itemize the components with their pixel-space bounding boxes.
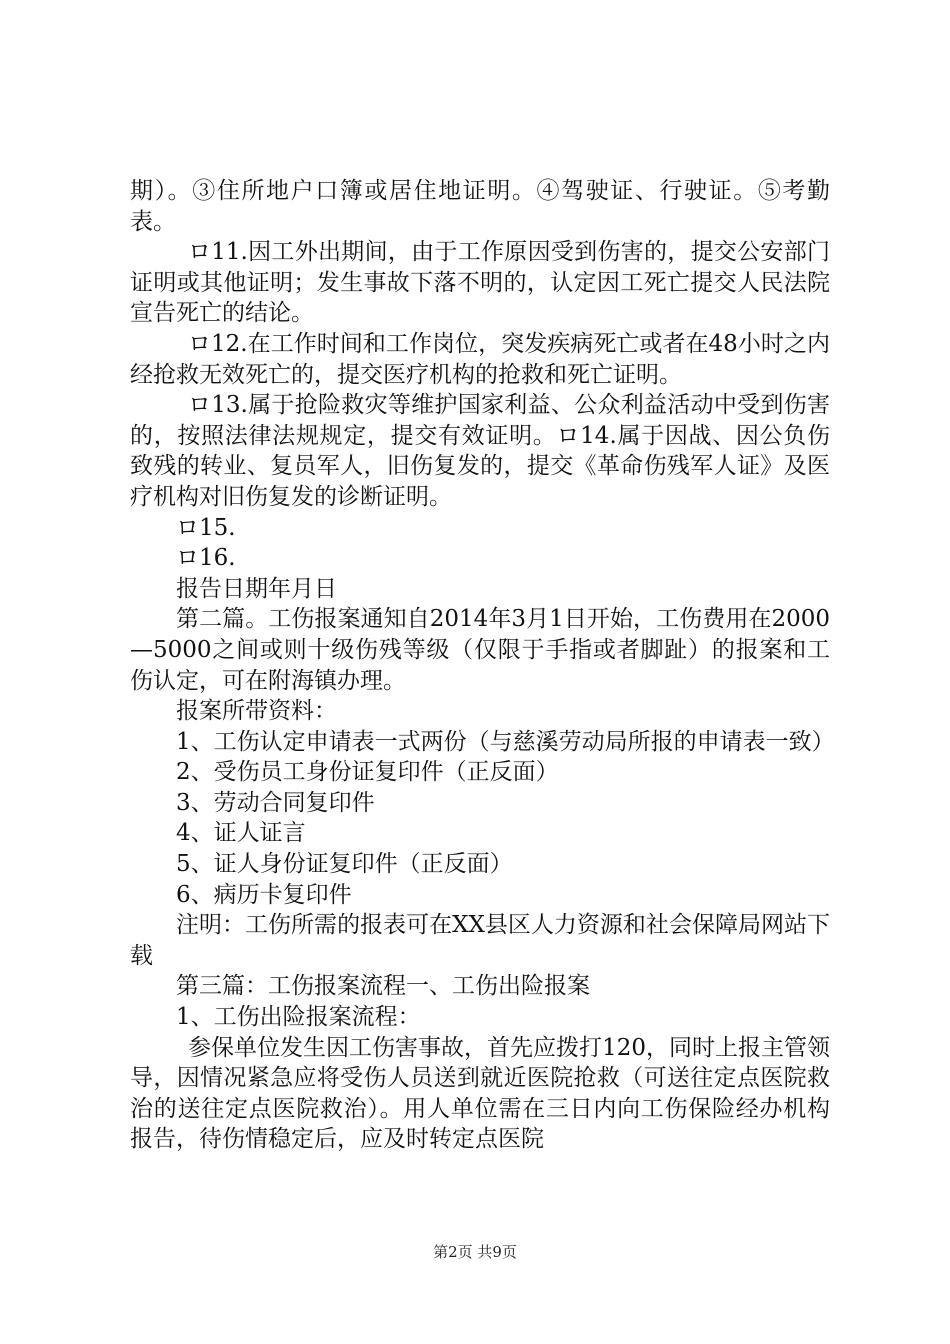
material-item-1: 1、工伤认定申请表一式两份（与慈溪劳动局所报的申请表一致） bbox=[176, 728, 835, 755]
paragraph-item-15: ロ15. bbox=[176, 514, 236, 541]
materials-heading: 报案所带资料： bbox=[176, 698, 337, 725]
report-date-line: 报告日期年月日 bbox=[176, 575, 337, 602]
material-item-3: 3、劳动合同复印件 bbox=[176, 789, 375, 816]
material-item-4: 4、证人证言 bbox=[176, 820, 306, 847]
material-item-6: 6、病历卡复印件 bbox=[176, 881, 352, 908]
paragraph-item-16: ロ16. bbox=[176, 545, 236, 572]
note-paragraph: 注明：工伤所需的报表可在XX县区人力资源和社会保障局网站下载 bbox=[130, 912, 830, 969]
paragraph-item-11: ロ11.因工外出期间，由于工作原因受到伤害的，提交公安部门证明或其他证明；发生事故下落不明的，认定因工死亡提交人民法院宣告死亡的结论。 bbox=[130, 239, 830, 327]
process-heading: 1、工伤出险报案流程： bbox=[176, 1004, 421, 1031]
section-two-intro: 第二篇。工伤报案通知自2014年3月1日开始，工伤费用在2000—5000之间或则十级伤残等级（仅限于手指或者脚趾）的报案和工伤认定，可在附海镇办理。 bbox=[130, 606, 830, 694]
process-paragraph: 参保单位发生因工伤害事故，首先应拨打120，同时上报主管领导，因情况紧急应将受伤人员送到就近医院抢救（可送往定点医院救治的送往定点医院救治）。用人单位需在三日内向工伤保险经办机构报告，待伤情稳定后，应及时转定点医院 bbox=[130, 1034, 830, 1153]
document-body bbox=[130, 176, 835, 1155]
material-item-2: 2、受伤员工身份证复印件（正反面） bbox=[176, 759, 559, 786]
page-footer: 第2页 共9页 bbox=[433, 1243, 517, 1261]
paragraph-item-13-14: ロ13.属于抢险救灾等维护国家利益、公众利益活动中受到伤害的，按照法律法规规定，提交有效证明。ロ14.属于因战、因公负伤致残的转业、复员军人，旧伤复发的，提交《革命伤残军人证》及医疗机构对旧伤复发的诊断证明。 bbox=[130, 392, 830, 510]
paragraph-item-12: ロ12.在工作时间和工作岗位，突发疾病死亡或者在48小时之内经抢救无效死亡的，提交医疗机构的抢救和死亡证明。 bbox=[130, 330, 830, 388]
material-item-5: 5、证人身份证复印件（正反面） bbox=[176, 851, 513, 878]
section-three-heading: 第三篇：工伤报案流程一、工伤出险报案 bbox=[176, 973, 590, 1000]
paragraph-continuation: 期）。③住所地户口簿或居住地证明。④驾驶证、行驶证。⑤考勤表。 bbox=[130, 178, 830, 235]
